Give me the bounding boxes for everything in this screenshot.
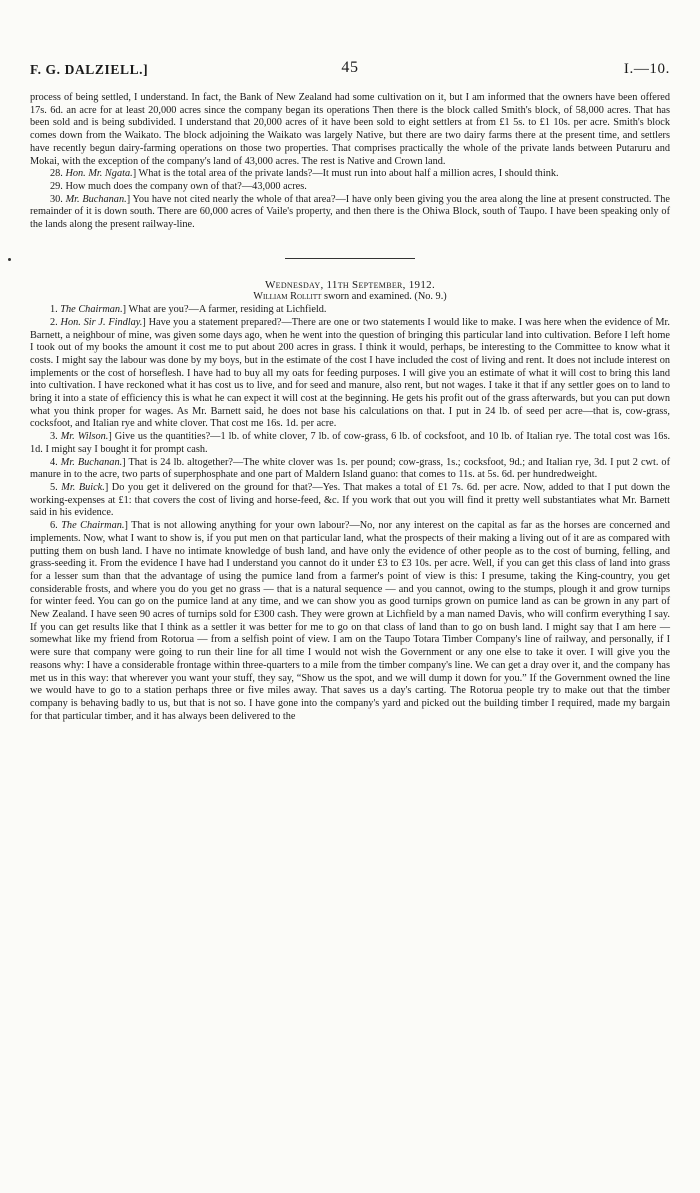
speaker: Mr. Buchanan.	[65, 193, 127, 205]
document-reference: I.—10.	[623, 61, 670, 77]
page-number: 45	[341, 59, 359, 76]
question-1: 1. The Chairman.] What are you?—A farmer, residing at Lichfield.	[50, 304, 327, 316]
speaker: Mr. Buchanan.	[60, 456, 123, 468]
witness-heading: William Rollitt sworn and examined. (No. 9.)	[253, 291, 447, 303]
margin-mark	[8, 258, 11, 261]
header-witness-name: F. G. DALZIELL.]	[30, 62, 149, 77]
speaker: The Chairman.	[61, 520, 125, 532]
question-5: 5. Mr. Buick.] Do you get it delivered on the ground for that?—Yes. That makes a total of £1 7s. 6d. per acre. Now, added to that I put down the working-expenses at £1: that covers the cost of living and horse-feed, &c. If you work that out you will find it pretty well substantiates what Mr. Barnett said in his evidence.	[30, 481, 671, 519]
question-3: 3. Mr. Wilson.] Give us the quantities?—1 lb. of white clover, 7 lb. of cow-grass, 6 lb. of cocksfoot, and 10 lb. of Italian rye. The total cost was 16s. 1d. I might say I bought it for prompt cash.	[30, 431, 671, 455]
question-30: 30. Mr. Buchanan.] You have not cited nearly the whole of that area?—I have only been giving you the area along the line at present constructed. The remainder of it is down south. There are 60,000 acres of Vaile's property, and then there is the Ohiwa Block, south of Taupo. I have been speaking only of the lands along the present railway-line.	[30, 193, 671, 231]
section-divider	[285, 258, 415, 259]
speaker: Mr. Wilson.	[60, 431, 109, 443]
question-6: 6. The Chairman.] That is not allowing anything for your own labour?—No, nor any interest on the capital as far as the horses are concerned and implements. Now, what I want to show is, if you put men on that particular land, what the prospects of their making a living out of it are as compared with putting them on bush land. I have no intimate knowledge of bush land, and have only the evidence of other people as to the cost of burning, felling, and grass-seeding it. From the evidence I have had I understand you cannot do it under £3 to £3 10s. per acre. Well, if you can get this class of land into grass for a lesser sum than that the advantage of using the pumice land from a farmer's point of view is this: I presume, taking the King-country, you get considerable frosts, and where you do you get no grass — that is a natural sequence — and you cannot, owing to the stumps, plough it and grow turnips for winter feed. You can go on the pumice land at any time, and we can show you as good turnips grown on pumice land as can be grown in any part of New Zealand. I have seen 90 acres of turnips sold for £300 cash. They were grown at Lichfield by a man named Davis, who will confirm everything I say. If you can get results like that I think as a settler it was better for me to go on that class of land than to go on bush land. I might say that I am here — somewhat like my friend from Rotorua — from a selfish point of view. I am on the Taupo Totara Timber Company's line of railway, and personally, if I were sure that company were going to run their line for all time I would not wish the Government or any one else to take it over. I will give you the reasons why: I have a considerable frontage within three-quarters to a mile from the timber company's line. We can get a dray over it, and the company has met us in this way: that wherever you want your stuff, they say, “Show us the spot, and we will dump it down for you.” If the Government owned the line we would have to go to a station perhaps three or five miles away. That saves us a day's carting. The Rotorua people try to make out that the timber company is behaving badly to us, but that is not so. I have gone into the company's yard and picked out the building timber I required, made my bargain for that particular timber, and it has always been delivered to the	[30, 520, 670, 722]
question-28: 28. Hon. Mr. Ngata.] What is the total area of the private lands?—It must run into about half a million acres, I should think.	[50, 168, 559, 180]
page-body	[30, 92, 670, 723]
question-29: 29. How much does the company own of that?—43,000 acres.	[50, 180, 307, 192]
speaker: Hon. Sir J. Findlay.	[60, 316, 143, 328]
question-2: 2. Hon. Sir J. Findlay.] Have you a statement prepared?—There are one or two statements I would like to make. I was here when the evidence of Mr. Barnett, a neighbour of mine, was given some days ago, when he went into the question of bringing this particular land into cultivation. Before I left home I took out of my books the amount it cost me to put about 200 acres in grass. I think it would, perhaps, be interesting to the Committee to know what it costs. I might say the labour was done by my boys, but in the estimate of the cost I have included the cost of living and rent. It does not include interest on implements or the cost of horseflesh. I have had to buy all my oats for feeding purposes. I will give you an estimate of what it will cost to bring this land into cultivation. I have reckoned what it has cost us to live, and for seed and manure, also rent, but not wages. I take it that if any settler goes on to land to bring it into a state of efficiency this is what he can expect it will cost at the beginning. He gets his profit out of the grass afterwards, but you can put down what you think proper for wages. As Mr. Barnett said, he does not base his calculations on that. I put in 24 lb. of seed per acre—that is, cow-grass, cocksfoot, and Italian rye and white clover. That cost me 16s. 1d. per acre.	[30, 316, 670, 430]
intro-paragraph: process of being settled, I understand. In fact, the Bank of New Zealand had some cultivation on it, but I am informed that the owners have been offered 17s. 6d. an acre for at least 20,000 acres since the company began its operations Then there is the block called Smith's block, of 58,000 acres. That has been sold and is being subdivided. I understand that 20,000 acres of it have been sold to eight settlers at from £1 5s. to £1 10s. per acre. Smith's block comes down from the Waikato. The block adjoining the Waikato was largely Native, but there are two dairy farms there at the present time, and settlers have recently begun dairy-farming operations on those two properties. That comprises practically the whole of the private lands between Putaruru and Mokai, with the exception of the company's land of 43,000 acres. The rest is Native and Crown land.	[30, 92, 670, 167]
session-date: Wednesday, 11th September, 1912.	[264, 278, 435, 291]
witness-name: William Rollitt	[253, 291, 322, 303]
speaker: Mr. Buick.	[61, 481, 105, 493]
question-4: 4. Mr. Buchanan.] That is 24 lb. altogether?—The white clover was 1s. per pound; cow-grass, 1s.; cocksfoot, 9d.; and Italian rye, 3d. I put 2 cwt. of manure in to the acre, two parts of superphosphate and one part of Maldern Island guano: that comes to 11s. at 5s. 6d. per hundredweight.	[30, 456, 671, 481]
page-header	[30, 59, 670, 82]
speaker: The Chairman.	[60, 304, 123, 316]
speaker: Hon. Mr. Ngata.	[65, 168, 133, 180]
